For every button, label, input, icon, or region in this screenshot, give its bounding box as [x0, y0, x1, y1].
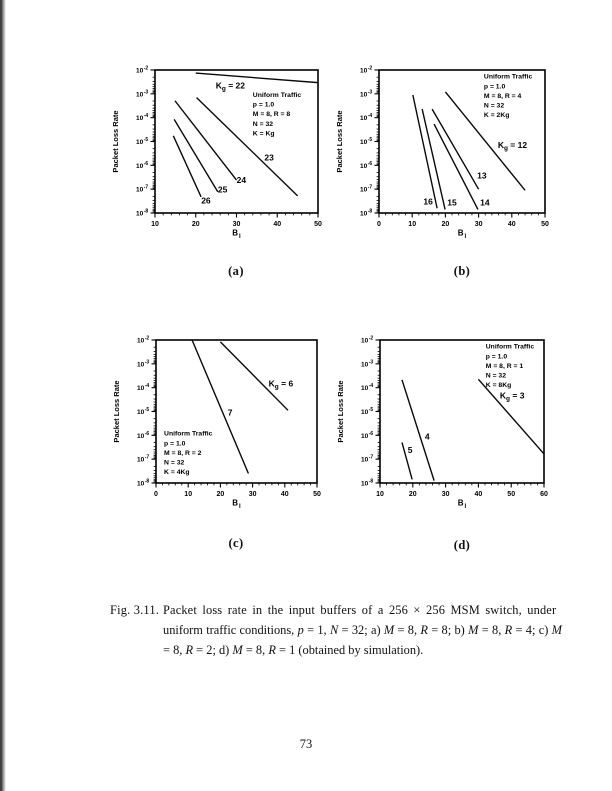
series-label-23: 23	[264, 152, 274, 163]
series-label-15: 15	[447, 197, 457, 208]
y-tick-label: $10^{-5}$	[136, 137, 149, 146]
y-tick-label: $10^{-2}$	[137, 335, 150, 345]
x-tick-label: 40	[474, 491, 483, 498]
y-tick-label: $10^{-4}$	[137, 383, 150, 393]
legend-line: N = 32	[485, 372, 506, 380]
series-line-24	[175, 101, 237, 180]
caption-line: uniform traffic conditions, p = 1, N = 32; a) M = 8, R = 8; b) M = 8, R = 4; c) M	[163, 623, 562, 637]
x-tick-label: 0	[154, 491, 158, 498]
y-axis-title: Packet Loss Rate	[335, 110, 344, 173]
series-label-5: 5	[407, 445, 413, 456]
legend-line: K = Kg	[252, 130, 275, 138]
y-tick-label: $10^{-6}$	[137, 430, 150, 440]
y-tick-label: $10^{-3}$	[137, 359, 150, 369]
legend-line: Uniform Traffic	[164, 430, 213, 438]
y-tick-label: $10^{-3}$	[361, 359, 374, 369]
series-line-26	[173, 136, 201, 197]
x-tick-label: 20	[408, 491, 417, 498]
series-label-24: 24	[236, 175, 247, 186]
y-tick-label: $10^{-8}$	[360, 208, 373, 218]
legend-line: Uniform Traffic	[483, 73, 533, 81]
y-tick-label: $10^{-4}$	[360, 113, 373, 123]
y-tick-label: $10^{-5}$	[360, 137, 373, 146]
x-tick-label: 60	[540, 491, 548, 498]
y-tick-label: $10^{-3}$	[136, 89, 149, 99]
legend-line: N = 32	[483, 102, 505, 110]
y-axis-title: Packet Loss Rate	[336, 380, 345, 443]
series-label-kg-12: $K_g = 12$	[497, 140, 528, 153]
x-tick-label: 40	[273, 221, 282, 228]
series-label-4: 4	[424, 431, 430, 442]
y-tick-label: $10^{-5}$	[137, 407, 150, 416]
series-line-13	[432, 109, 478, 189]
legend-line: K = 4Kg	[164, 469, 190, 477]
series-label-13: 13	[477, 170, 487, 181]
x-axis-title: $B_I$	[232, 498, 241, 510]
chart-c	[112, 336, 321, 511]
legend-line: K = 8Kg	[485, 382, 512, 390]
x-tick-label: 30	[441, 491, 450, 498]
legend-line: K = 2Kg	[483, 112, 510, 120]
y-axis-title: Packet Loss Rate	[111, 110, 120, 173]
x-tick-label: 50	[541, 221, 549, 228]
legend-line: Uniform Traffic	[485, 343, 535, 351]
legend-line: M = 8, R = 2	[164, 449, 202, 457]
x-axis-title: $B_I$	[457, 228, 467, 240]
subplot-label-a: (a)	[228, 264, 244, 278]
chart-d	[336, 336, 548, 511]
subplot-label-d: (d)	[453, 538, 471, 552]
y-tick-label: $10^{-4}$	[136, 113, 149, 123]
page-number: 73	[299, 737, 313, 751]
x-tick-label: 20	[191, 221, 200, 228]
y-tick-label: $10^{-4}$	[361, 383, 374, 393]
series-line-kg-6	[220, 342, 288, 410]
series-label-14: 14	[480, 197, 490, 208]
x-tick-label: 10	[151, 221, 159, 228]
x-axis-title: $B_I$	[232, 228, 241, 240]
y-tick-label: $10^{-3}$	[360, 89, 373, 99]
y-axis-title: Packet Loss Rate	[112, 380, 121, 443]
figure-number-label: Fig. 3.11.	[110, 603, 160, 617]
series-line-4	[402, 380, 434, 481]
x-tick-label: 20	[441, 221, 450, 228]
series-line-kg-22	[196, 73, 318, 83]
series-label-16: 16	[423, 196, 433, 207]
figure-caption	[110, 600, 562, 660]
series-label-26: 26	[201, 195, 211, 206]
series-line-25	[174, 119, 218, 191]
x-tick-label: 50	[314, 221, 322, 228]
series-label-kg-22: $K_g = 22$	[215, 80, 246, 93]
legend-line: M = 8, R = 4	[483, 92, 522, 100]
y-tick-label: $10^{-7}$	[360, 184, 373, 194]
legend-line: p = 1.0	[252, 101, 275, 109]
x-axis-title: $B_I$	[457, 498, 467, 510]
y-tick-label: $10^{-8}$	[361, 478, 374, 488]
x-tick-label: 10	[184, 491, 193, 498]
series-label-kg-3: $K_g = 3$	[499, 390, 525, 403]
y-tick-label: $10^{-6}$	[361, 430, 374, 440]
caption-line: = 8, R = 2; d) M = 8, R = 1 (obtained by simulation).	[163, 643, 424, 657]
series-label-7: 7	[227, 407, 233, 418]
subplot-label-b: (b)	[453, 264, 471, 278]
y-tick-label: $10^{-7}$	[136, 184, 149, 194]
y-tick-label: $10^{-2}$	[136, 65, 149, 75]
x-tick-label: 40	[507, 221, 516, 228]
y-tick-label: $10^{-6}$	[136, 160, 149, 170]
x-tick-label: 40	[280, 491, 289, 498]
y-tick-label: $10^{-7}$	[361, 454, 374, 464]
x-tick-label: 30	[232, 221, 241, 228]
y-tick-label: $10^{-2}$	[360, 65, 373, 75]
legend-line: Uniform Traffic	[252, 92, 302, 100]
y-tick-label: $10^{-8}$	[137, 478, 150, 488]
y-tick-label: $10^{-8}$	[136, 208, 149, 218]
chart-a	[111, 66, 322, 241]
series-label-25: 25	[217, 184, 228, 195]
y-tick-label: $10^{-5}$	[361, 407, 374, 416]
x-tick-label: 50	[507, 491, 516, 498]
x-tick-label: 10	[376, 491, 384, 498]
x-tick-label: 10	[408, 221, 417, 228]
legend-line: M = 8, R = 8	[252, 111, 291, 119]
series-label-kg-6: $K_g = 6$	[268, 378, 294, 391]
legend-line: p = 1.0	[483, 83, 506, 91]
subplot-label-c: (c)	[228, 536, 244, 550]
legend-line: M = 8, R = 1	[485, 362, 524, 370]
x-tick-label: 20	[216, 491, 225, 498]
y-tick-label: $10^{-7}$	[137, 454, 150, 464]
caption-line: Packet loss rate in the input buffers of a 256 × 256 MSM switch, under	[163, 603, 557, 617]
legend-line: N = 32	[164, 459, 185, 467]
y-tick-label: $10^{-6}$	[360, 160, 373, 170]
legend-line: p = 1.0	[485, 353, 508, 361]
x-tick-label: 50	[313, 491, 321, 498]
x-tick-label: 0	[377, 221, 381, 228]
legend-line: p = 1.0	[164, 440, 186, 448]
x-tick-label: 30	[474, 221, 483, 228]
x-tick-label: 30	[248, 491, 257, 498]
caption-text	[163, 600, 562, 660]
chart-b	[335, 66, 549, 241]
plot-frame	[380, 340, 544, 483]
legend-line: N = 32	[252, 120, 274, 128]
y-tick-label: $10^{-2}$	[361, 335, 374, 345]
